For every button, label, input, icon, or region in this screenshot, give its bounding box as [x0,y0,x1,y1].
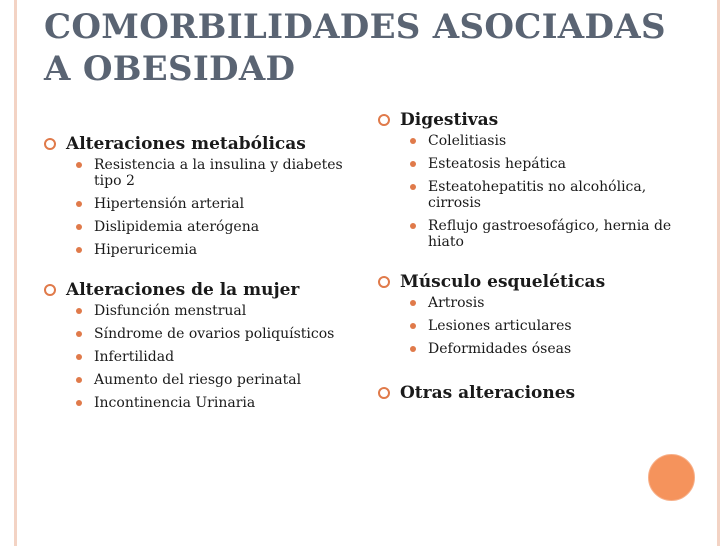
list-item [408,218,698,250]
list-item [408,179,698,211]
section-digestive [378,110,698,250]
ring-bullet-icon [44,138,56,150]
dot-bullet-icon [410,346,416,352]
list-item-text: Infertilidad [94,349,175,365]
list-item-text: Artrosis [428,295,485,311]
list-item-text: Síndrome de ovarios poliquísticos [94,326,335,342]
dot-bullet-icon [410,184,416,190]
dot-bullet-icon [76,400,82,406]
list-item-text: Lesiones articulares [428,318,572,334]
list-item [74,242,344,258]
dot-bullet-icon [76,377,82,383]
dot-bullet-icon [410,161,416,167]
list-item [408,341,698,357]
left-column [44,134,344,418]
ring-bullet-icon [44,284,56,296]
list-item-text: Resistencia a la insulina y diabetes tipo 2 [94,157,343,189]
list-item [74,157,344,189]
dot-bullet-icon [410,300,416,306]
section-heading [400,110,698,131]
right-column [378,110,698,404]
list-item-text: Colelitiasis [428,133,507,149]
dot-bullet-icon [76,354,82,360]
decorative-orange-circle [648,454,695,501]
list-item-text: Disfunción menstrual [94,303,247,319]
item-list [66,303,344,411]
ring-bullet-icon [378,276,390,288]
left-decorative-rule [14,0,17,546]
section-heading-text: Alteraciones metabólicas [66,134,306,154]
item-list [400,295,698,357]
list-item-text: Aumento del riesgo perinatal [94,372,302,388]
section-heading [400,383,698,404]
list-item [408,295,698,311]
list-item-text: Incontinencia Urinaria [94,395,256,411]
right-decorative-rule [717,0,720,546]
dot-bullet-icon [76,201,82,207]
list-item-text: Reflujo gastroesofágico, hernia de hiato [428,218,672,250]
list-item [408,156,698,172]
list-item [74,372,344,388]
section-heading-text: Músculo esqueléticas [400,272,606,292]
section-metabolic [44,134,344,258]
list-item-text: Deformidades óseas [428,341,572,357]
dot-bullet-icon [76,162,82,168]
list-item [74,196,344,212]
list-item [74,395,344,411]
dot-bullet-icon [410,223,416,229]
list-item-text: Hipertensión arterial [94,196,245,212]
section-women [44,280,344,411]
list-item [408,133,698,149]
ring-bullet-icon [378,114,390,126]
list-item-text: Dislipidemia aterógena [94,219,260,235]
dot-bullet-icon [76,331,82,337]
list-item-text: Hiperuricemia [94,242,198,258]
list-item-text: Esteatohepatitis no alcohólica, cirrosis [428,179,647,211]
item-list [400,133,698,250]
dot-bullet-icon [76,224,82,230]
dot-bullet-icon [410,138,416,144]
dot-bullet-icon [410,323,416,329]
list-item [74,349,344,365]
section-heading-text: Otras alteraciones [400,383,576,403]
list-item [74,326,344,342]
section-heading [66,134,344,155]
ring-bullet-icon [378,387,390,399]
list-item-text: Esteatosis hepática [428,156,566,172]
item-list [66,157,344,258]
slide-title: COMORBILIDADES ASOCIADAS A OBESIDAD [44,7,666,89]
section-heading-text: Digestivas [400,110,499,130]
list-item [74,303,344,319]
list-item [408,318,698,334]
section-other [378,383,698,404]
list-item [74,219,344,235]
section-heading-text: Alteraciones de la mujer [66,280,300,300]
section-heading [66,280,344,301]
dot-bullet-icon [76,247,82,253]
section-musculoskeletal [378,272,698,357]
dot-bullet-icon [76,308,82,314]
section-heading [400,272,698,293]
